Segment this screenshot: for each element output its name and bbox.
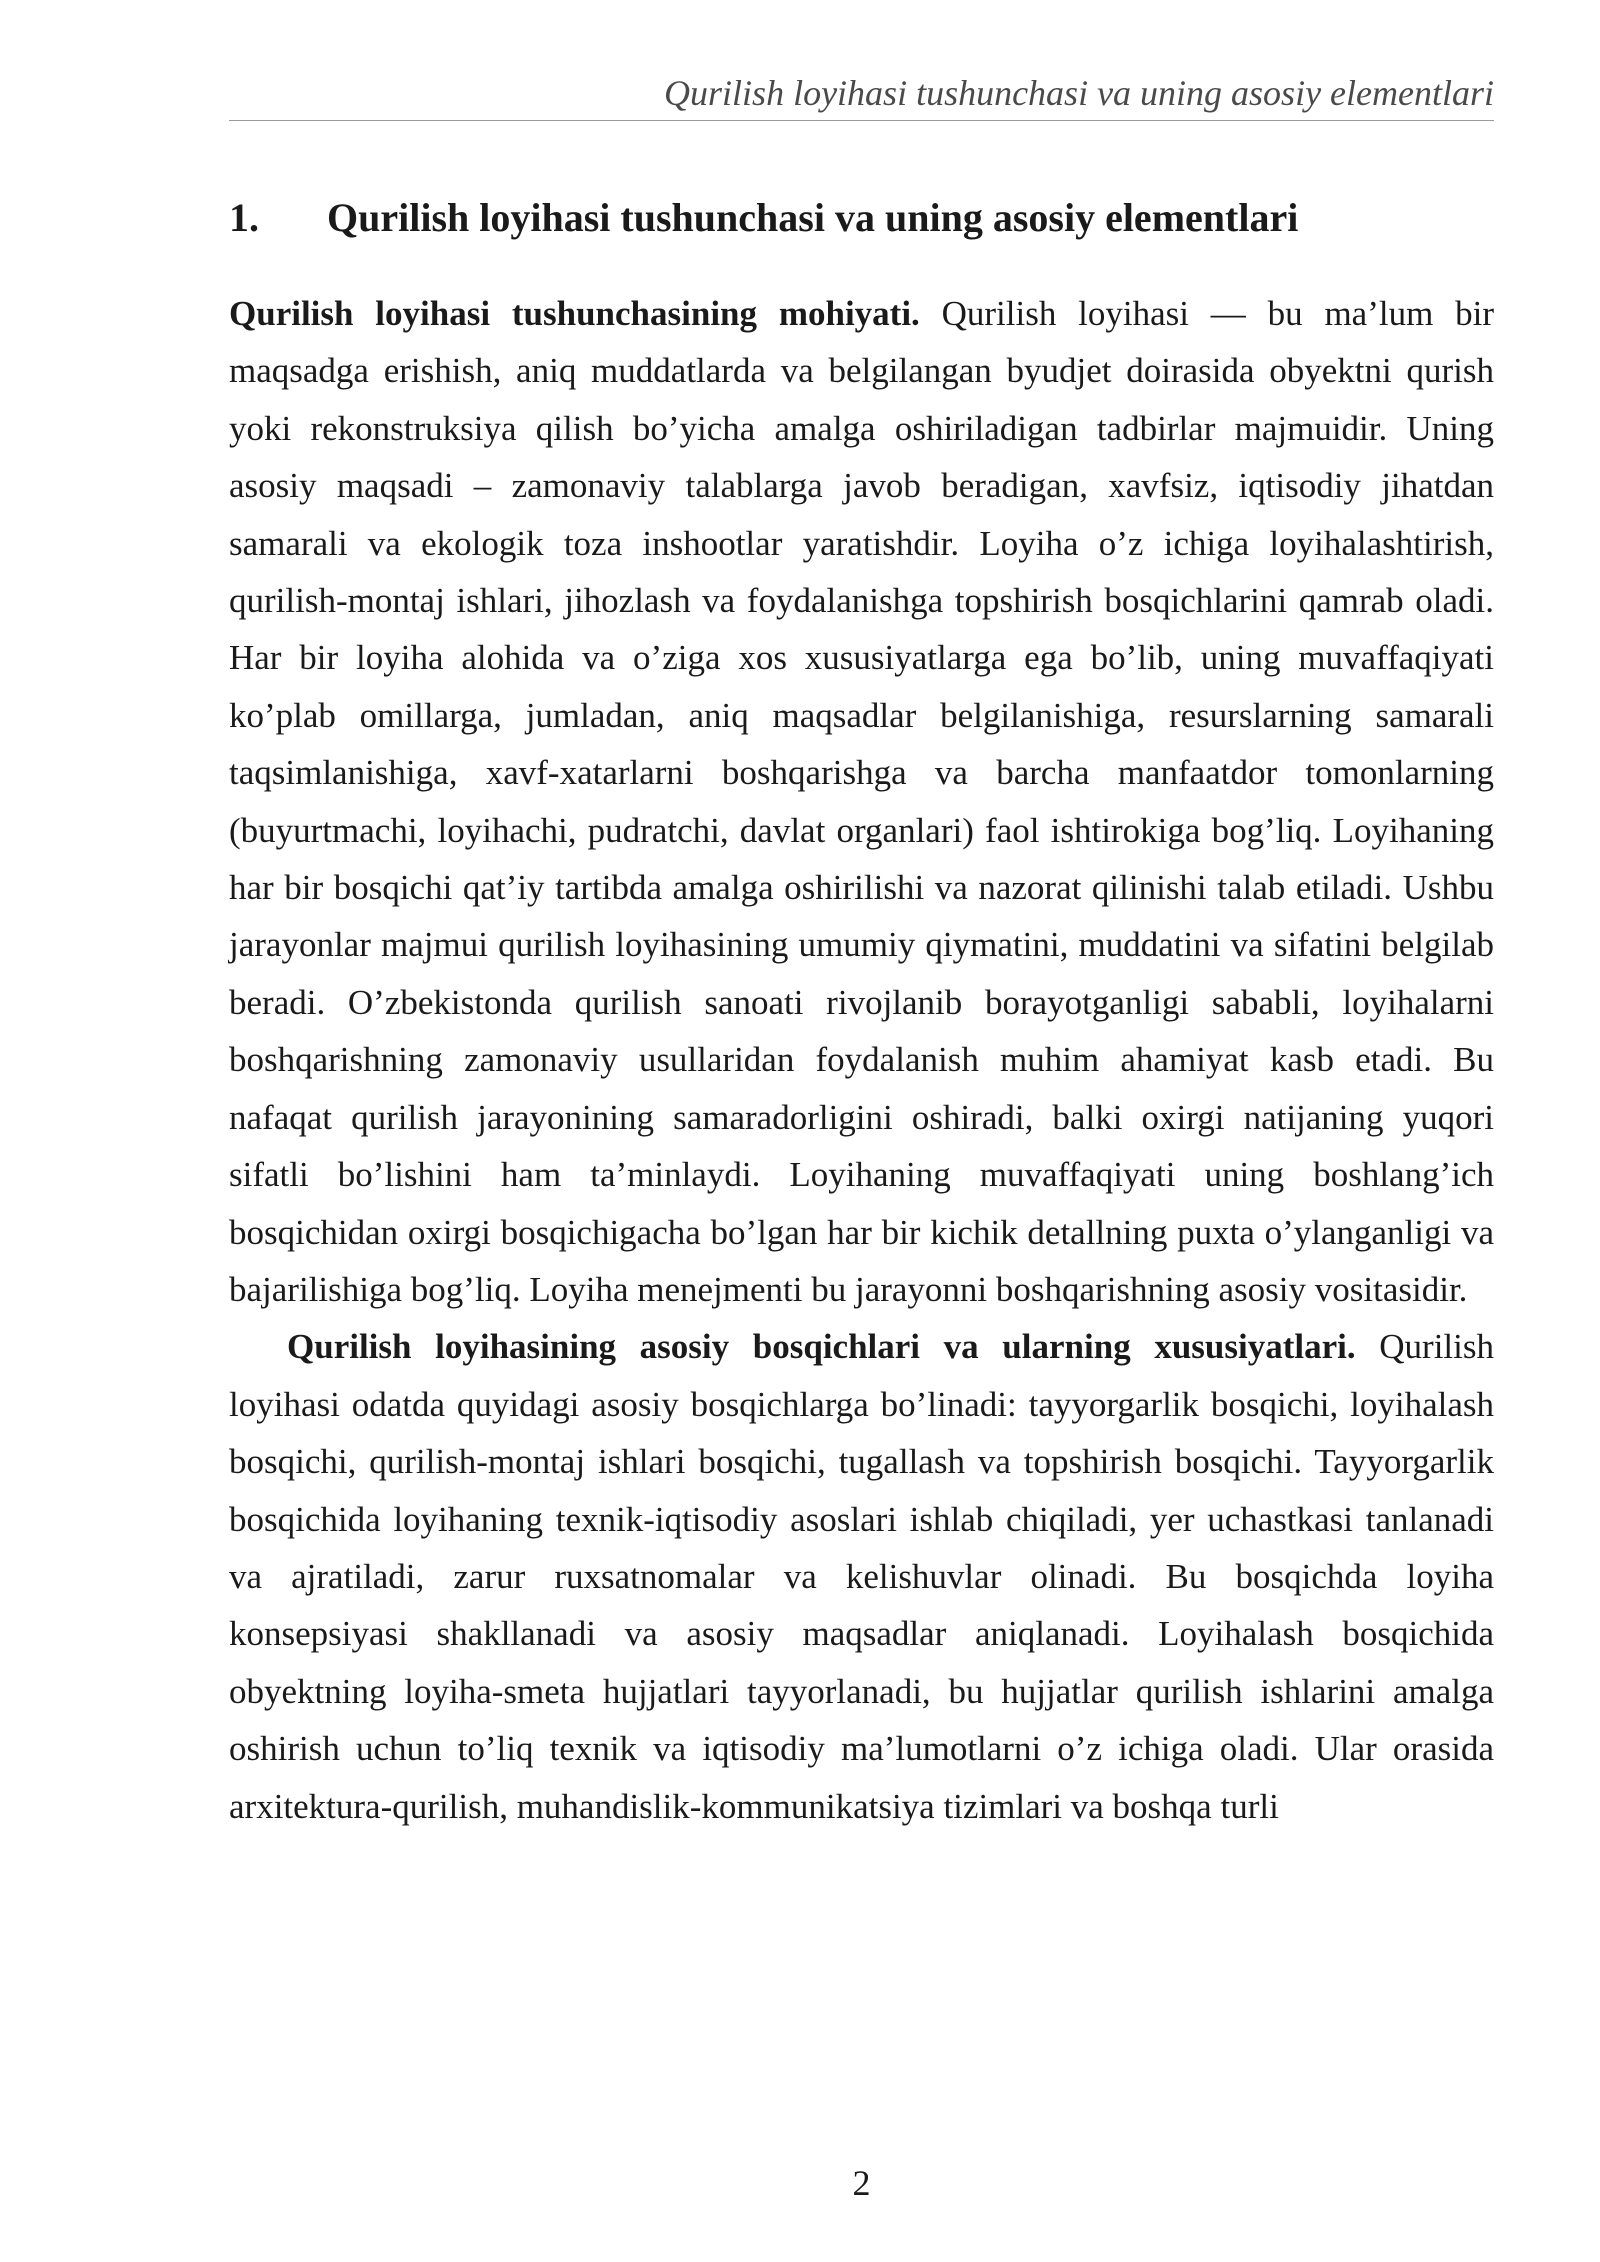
paragraph-lead: Qurilish loyihasi tushunchasining mohiyati. [229, 294, 920, 333]
chapter-title: Qurilish loyihasi tushunchasi va uning asosiy elementlari [327, 195, 1299, 240]
header-divider [229, 120, 1494, 121]
paragraph-essence [229, 285, 1494, 1318]
page-number: 2 [852, 2163, 871, 2203]
paragraph-lead: Qurilish loyihasining asosiy bosqichlari va ularning xususiyatlari. [287, 1327, 1356, 1367]
paragraph-text: Qurilish loyihasi odatda quyidagi asosiy bosqichlarga bo’linadi: tayyorgarlik bosqichi, loyihalash bosqichi, qurilish-montaj ishlari bosqichi, tugallash va topshirish bosqichi. Tayyorgarlik bosqichida loyihaning texnik-iqtisodiy asoslari ishlab chiqiladi, yer uchastkasi tanlanadi va ajratiladi, zarur ruxsatnomalar va kelishuvlar olinadi. Bu bosqichda loyiha konsepsiyasi shakllanadi va asosiy maqsadlar aniqlanadi. Loyihalash bosqichida obyektning loyiha-smeta hujjatlari tayyorlanadi, bu hujjatlar qurilish ishlarini amalga oshirish uchun to’liq texnik va iqtisodiy ma’lumotlarni o’z ichiga oladi. Ular orasida arxitektura-qurilish, muhandislik-kommunikatsiya tizimlari va boshqa turli [229, 1327, 1494, 1826]
body-text [229, 285, 1494, 1835]
running-header: Qurilish loyihasi tushunchasi va uning asosiy elementlari [664, 73, 1494, 113]
chapter-number: 1. [229, 195, 259, 240]
chapter-heading [229, 194, 1298, 241]
paragraph-text: Qurilish loyihasi — bu ma’lum bir maqsadga erishish, aniq muddatlarda va belgilangan byudjet doirasida obyektni qurish yoki rekonstruksiya qilish bo’yicha amalga oshiriladigan tadbirlar majmuidir. Uning asosiy maqsadi – zamonaviy talablarga javob beradigan, xavfsiz, iqtisodiy jihatdan samarali va ekologik toza inshootlar yaratishdir. Loyiha o’z ichiga loyihalashtirish, qurilish-montaj ishlari, jihozlash va foydalanishga topshirish bosqichlarini qamrab oladi. Har bir loyiha alohida va o’ziga xos xususiyatlarga ega bo’lib, uning muvaffaqiyati ko’plab omillarga, jumladan, aniq maqsadlar belgilanishiga, resurslarning samarali taqsimlanishiga, xavf-xatarlarni boshqarishga va barcha manfaatdor tomonlarning (buyurtmachi, loyihachi, pudratchi, davlat organlari) faol ishtirokiga bog’liq. Loyihaning har bir bosqichi qat’iy tartibda amalga oshirilishi va nazorat qilinishi talab etiladi. Ushbu jarayonlar majmui qurilish loyihasining umumiy qiymatini, muddatini va sifatini belgilab beradi. O’zbekistonda qurilish sanoati rivojlanib borayotganligi sababli, loyihalarni boshqarishning zamonaviy usullaridan foydalanish muhim ahamiyat kasb etadi. Bu nafaqat qurilish jarayonining samaradorligini oshiradi, balki oxirgi natijaning yuqori sifatli bo’lishini ham ta’minlaydi. Loyihaning muvaffaqiyati uning boshlang’ich bosqichidan oxirgi bosqichigacha bo’lgan har bir kichik detallning puxta o’ylanganligi va bajarilishiga bog’liq. Loyiha menejmenti bu jarayonni boshqarishning asosiy vositasidir. [229, 294, 1495, 1309]
document-page [229, 0, 1494, 2262]
paragraph-stages [229, 1318, 1494, 1835]
